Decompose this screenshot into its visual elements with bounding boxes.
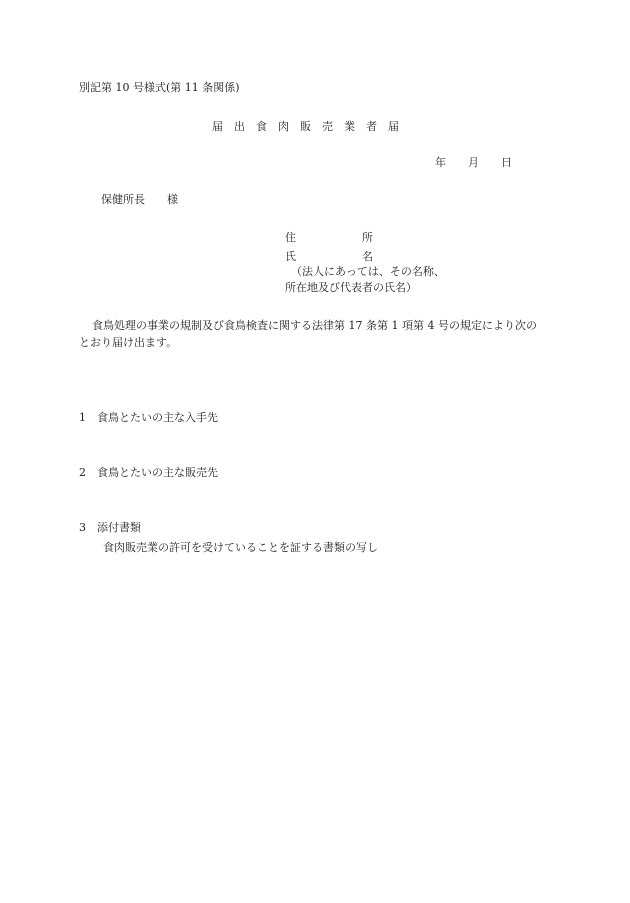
- date-line: 年 月 日: [435, 156, 512, 169]
- list-item: 3 添付書類: [79, 521, 141, 534]
- addressee: 保健所長 様: [101, 193, 178, 206]
- corporate-note-line2: 所在地及び代表者の氏名）: [285, 281, 417, 294]
- name-label: 氏 名: [285, 250, 373, 263]
- list-item-detail: 食肉販売業の許可を受けていることを証する書類の写し: [103, 541, 378, 554]
- body-line1: 食鳥処理の事業の規制及び食鳥検査に関する法律第 17 条第 1 項第 4 号の規定により次の: [92, 319, 537, 332]
- document-title: 届 出 食 肉 販 売 業 者 届: [212, 120, 399, 133]
- body-line2: とおり届け出ます。: [79, 336, 178, 349]
- corporate-note-line1: （法人にあっては、その名称、: [291, 265, 445, 278]
- form-number: 別記第 10 号様式(第 11 条関係): [79, 81, 240, 94]
- list-item: 1 食鳥とたいの主な入手先: [79, 411, 218, 424]
- list-item: 2 食鳥とたいの主な販売先: [79, 466, 218, 479]
- address-label: 住 所: [285, 231, 373, 244]
